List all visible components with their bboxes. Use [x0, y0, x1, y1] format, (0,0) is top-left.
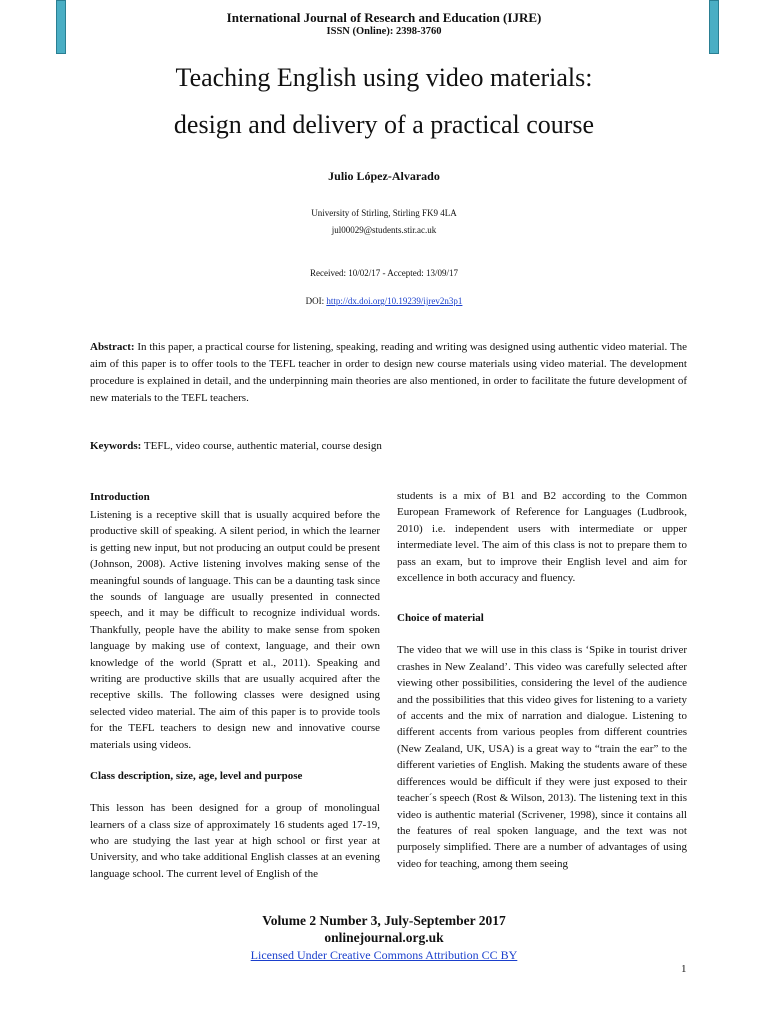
keywords-label: Keywords:	[90, 440, 142, 452]
paper-title-line1: Teaching English using video materials:	[175, 63, 593, 92]
introduction-heading: Introduction	[90, 491, 150, 503]
abstract-label: Abstract:	[90, 341, 135, 353]
issn: ISSN (Online): 2398-3760	[326, 26, 442, 37]
received-accepted-dates: Received: 10/02/17 - Accepted: 13/09/17	[310, 268, 458, 278]
left-column	[90, 489, 380, 882]
abstract-text: In this paper, a practical course for listening, speaking, reading and writing was designed using authentic video material. The aim of this paper is to offer tools to the TEFL teacher in order to design new course materials using video material. The development procedure is explained in detail, and the underpinning main theories are also mentioned, in order to facilitate the future development of new materials to the TEFL teachers.	[90, 341, 687, 404]
doi-label: DOI:	[305, 296, 327, 306]
paper-title-line2: design and delivery of a practical course	[173, 110, 595, 139]
choice-of-material-text: The video that we will use in this class is ‘Spike in tourist driver crashes in New Zealand’. This video was carefully selected after viewing other possibilities, considering the level of the audience and the possibilities that this video gives for listening to a variety of accents and the mix of narration and dialogue. Listening to different accents from various peoples from different countries (New Zealand, UK, USA) is a great way to “train the ear” to the different varieties of English. Making the students aware of these differences would be difficult if they were just exposed to their teacher´s speech (Rost & Wilson, 2013). The listening text in this video is authentic material (Scrivener, 1998), since it contains all the features of real spoken language, and the text was not purposely simplified. There are a number of advantages of using video for teaching, among them seeing	[397, 644, 687, 870]
journal-name: International Journal of Research and Education (IJRE)	[226, 10, 542, 25]
author-email: jul00029@students.stir.ac.uk	[331, 225, 437, 235]
keywords	[90, 440, 687, 452]
doi-line	[0, 296, 768, 306]
affiliation: University of Stirling, Stirling FK9 4LA	[311, 208, 457, 218]
keywords-text: TEFL, video course, authentic material, course design	[141, 440, 382, 452]
author-name: Julio López-Alvarado	[328, 169, 440, 183]
class-description-text: This lesson has been designed for a group of monolingual learners of a class size of approximately 16 students aged 17-19, who are studying the last year at high school or first year at University, and who take additional English classes at an evening language school. The current level of English of the	[90, 802, 380, 880]
introduction-text: Listening is a receptive skill that is usually acquired before the productive skill of speaking. A silent period, in which the learner is getting new input, but not producing an output could be present (Johnson, 2008). Active listening involves making sense of the meaningful sounds of language. This can be a daunting task since the sounds of language are usually presented in connected speech, and it may be difficult to recognize individual words. Thankfully, people have the ability to make sense from spoken language by making use of context, language, and their own knowledge of the world (Spratt et al., 2011). Speaking and writing are productive skills that are usually acquired after the receptive skills. The following classes were designed using selected video material. The aim of this paper is to provide tools for the TEFL teachers to design new and innovative course materials using videos.	[90, 509, 380, 751]
class-description-continued: students is a mix of B1 and B2 according to the Common European Framework of Reference for Languages (Ludbrook, 2010) i.e. independent users with intermediate or upper intermediate level. The aim of this class is not to prepare them to pass an exam, but to improve their English level and aim for excellence in both accuracy and fluency.	[397, 490, 687, 585]
abstract	[90, 339, 687, 407]
footer-website: onlinejournal.org.uk	[324, 930, 444, 945]
footer-volume: Volume 2 Number 3, July-September 2017	[262, 913, 506, 928]
page-number: 1	[681, 963, 687, 975]
choice-of-material-heading: Choice of material	[397, 612, 484, 625]
license-link[interactable]: Licensed Under Creative Commons Attribution CC BY	[250, 948, 518, 962]
right-column	[397, 488, 687, 872]
class-description-heading: Class description, size, age, level and purpose	[90, 770, 303, 783]
doi-link[interactable]: http://dx.doi.org/10.19239/ijrev2n3p1	[326, 296, 463, 306]
footer-license	[0, 948, 768, 963]
